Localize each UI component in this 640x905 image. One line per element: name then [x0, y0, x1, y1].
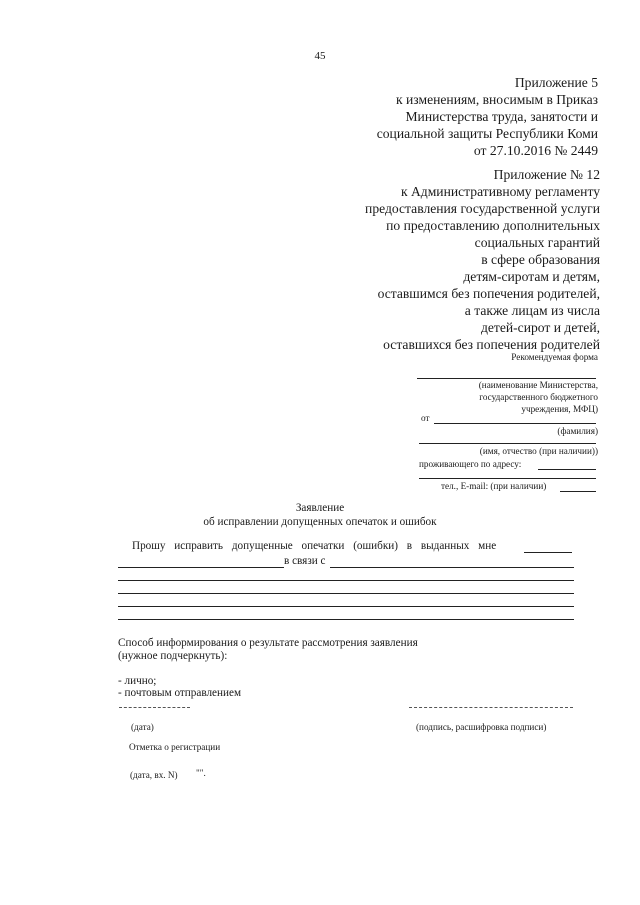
appendix-5-line: Приложение 5 [514, 75, 598, 90]
contacts-line[interactable] [560, 491, 596, 492]
appendix-12-line: предоставления государственной услуги [365, 201, 600, 216]
appendix-12-line: а также лицам из числа [464, 303, 600, 318]
recommended-form-label: Рекомендуемая форма [511, 352, 598, 362]
date-hint: (дата) [131, 722, 154, 732]
appendix-12-line: детям-сиротам и детям, [463, 269, 600, 284]
address-line-2[interactable] [419, 478, 596, 479]
appendix-12-line: по предоставлению дополнительных [386, 218, 600, 233]
reason-label: в связи с [284, 555, 326, 567]
name-line[interactable] [419, 443, 596, 444]
inform-method-label: Способ информирования о результате рассмотрения заявления [118, 637, 418, 649]
appendix-12-line: к Административному регламенту [400, 184, 600, 199]
appendix-5-line: к изменениям, вносимым в Приказ [396, 92, 598, 107]
address-label: проживающего по адресу: [419, 459, 522, 469]
appendix-5-line: социальной защиты Республики Коми [376, 126, 598, 141]
ministry-name-line[interactable] [417, 378, 596, 379]
signature-line[interactable] [409, 707, 573, 708]
address-line[interactable] [538, 469, 596, 470]
appendix-12-header [365, 166, 600, 353]
ministry-hint: государственного бюджетного [479, 392, 598, 402]
surname-hint: (фамилия) [557, 426, 598, 436]
name-hint: (имя, отчество (при наличии)) [479, 446, 598, 456]
request-text: Прошу исправить допущенные опечатки (ошибки) в выданных мне [132, 540, 497, 552]
appendix-12-line: Приложение № 12 [493, 167, 600, 182]
date-line[interactable] [119, 707, 190, 708]
reason-line[interactable] [330, 567, 574, 568]
inform-method-hint: (нужное подчеркнуть): [118, 650, 228, 662]
appendix-5-line: Министерства труда, занятости и [405, 109, 598, 124]
reason-line[interactable] [118, 593, 574, 594]
documents-line[interactable] [524, 552, 572, 553]
contacts-label: тел., E-mail: (при наличии) [441, 481, 547, 491]
appendix-12-line: оставшихся без попечения родителей [383, 337, 600, 352]
appendix-5-header [377, 74, 598, 159]
surname-line[interactable] [434, 423, 596, 424]
reason-line[interactable] [118, 580, 574, 581]
appendix-12-line: социальных гарантий [474, 235, 600, 250]
appendix-5-line: от 27.10.2016 № 2449 [473, 143, 598, 158]
statement-title: Заявление [295, 502, 345, 514]
statement-subtitle: об исправлении допущенных опечаток и ошибок [203, 516, 437, 528]
ministry-hint: (наименование Министерства, [478, 380, 598, 390]
appendix-12-line: в сфере образования [481, 252, 600, 267]
registration-close-quote: "". [196, 768, 206, 778]
registration-label: Отметка о регистрации [129, 742, 221, 752]
page-number: 45 [314, 50, 326, 62]
from-label: от [421, 413, 430, 423]
documents-line-2[interactable] [118, 567, 284, 568]
reason-line[interactable] [118, 619, 574, 620]
option-personal[interactable]: - лично; [118, 675, 157, 687]
appendix-12-line: оставшимся без попечения родителей, [377, 286, 600, 301]
ministry-hint: учреждения, МФЦ) [521, 404, 598, 414]
registration-date-hint: (дата, вх. N) [130, 770, 178, 780]
option-mail[interactable]: - почтовым отправлением [118, 687, 242, 699]
appendix-12-line: детей-сирот и детей, [480, 320, 600, 335]
reason-line[interactable] [118, 606, 574, 607]
signature-hint: (подпись, расшифровка подписи) [416, 722, 547, 732]
